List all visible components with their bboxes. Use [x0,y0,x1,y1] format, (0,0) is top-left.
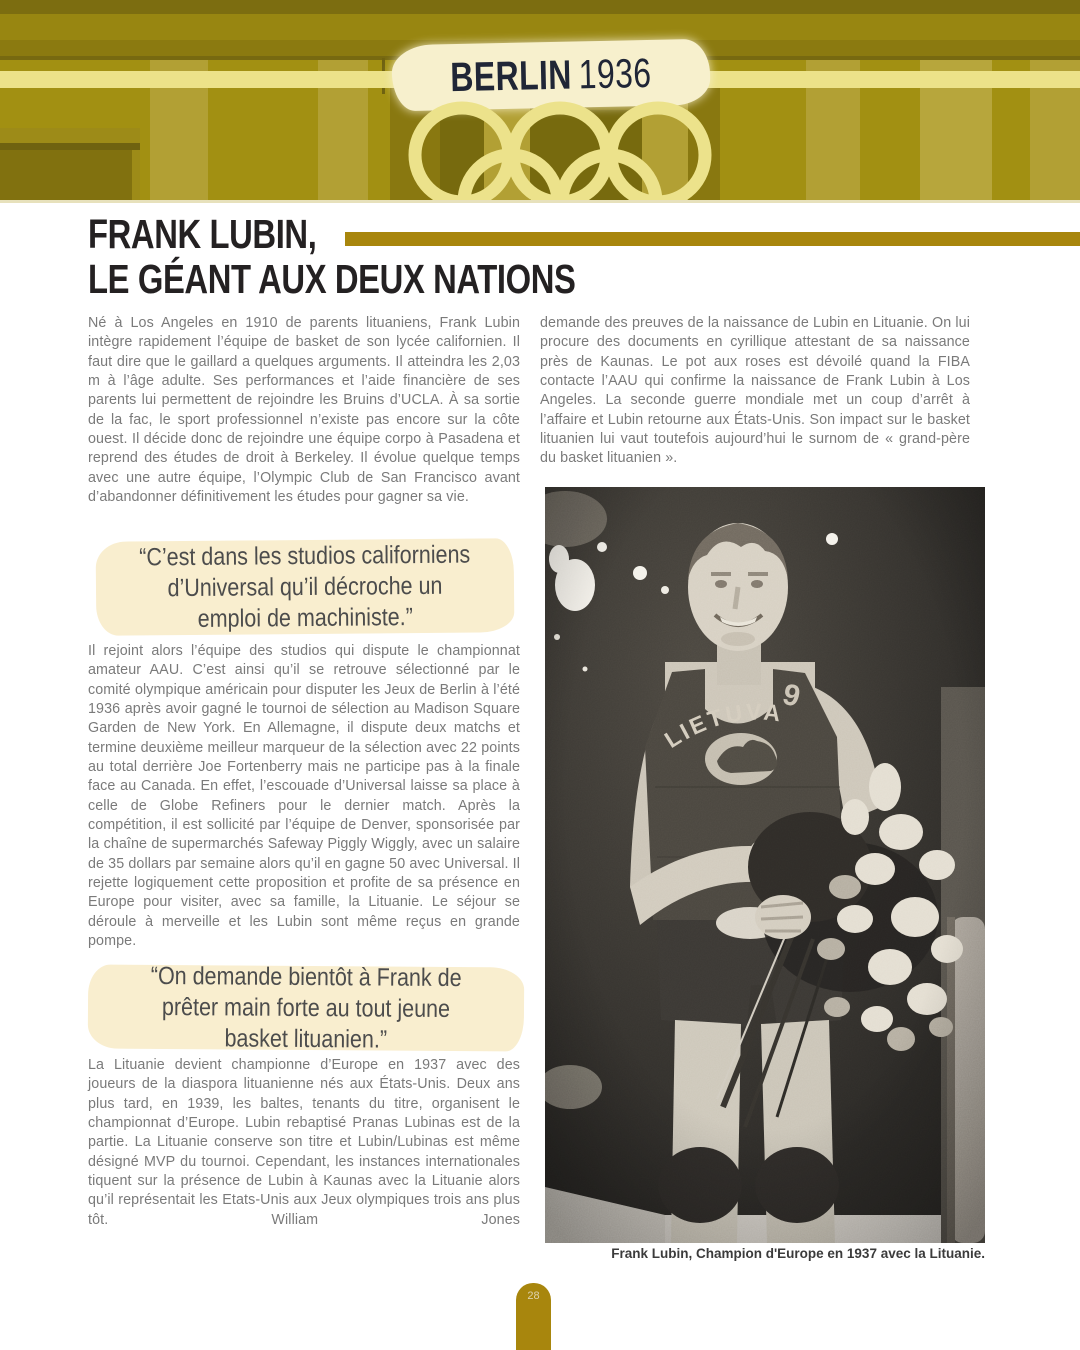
header-year: 1936 [578,49,652,97]
paragraph-lithuania: La Lituanie devient championne d’Europe en 1937 avec des joueurs de la diaspora lituanienne nés aux États-Unis. Deux ans plus tard, en 1939, les baltes, tenants du titre, organisent le championnat d’Europe. Lubin rebaptisé Pranas Lubinas est de la partie. La Lituanie conserve son titre et Lubin/Lubinas est même désigné MVP du tournoi. Cependant, les instances internationales tiquent sur la présence de Lubin à Kaunas avec la Lituanie alors qu’il représentait les Etats-Unis aux Jeux olympiques trois ans plus tôt. William Jones [88,1057,520,1228]
paragraph-olympics: Il rejoint alors l’équipe des studios qui dispute le championnat amateur AAU. C’est ainsi qu’il se retrouve sélectionné par le comité olympique américain pour disputer les Jeux de Berlin à l’été 1936 après avoir gagné le tournoi de sélection au Madison Square Garden de New York. En Allemagne, il dispute deux matchs et termine deuxième meilleur marqueur de la sélection avec 22 points au total derrière Joe Fortenberry mais ne participe pas à la finale face au Canada. En effet, l’escouade d’Universal laisse sa place à celle de Globe Refiners pour le dernier match. Après la compétition, il est sollicité par l’équipe de Denver, sponsorisée par la chaîne de supermarchés Safeway Piggly Wiggly, avec un salaire de 35 dollars par semaine alors qu’il en gagne 50 avec Universal. Il rejette logiquement cette proposition et profite de sa présence en Europe pour visiter, avec sa famille, la Lituanie. Le séjour se déroule à merveille et les Lubin sont même reçus en grande pompe. [88,643,520,950]
page-number-tab [516,1283,551,1350]
article-photo [545,487,985,1243]
pull-quote-2-text: “On demande bientôt à Frank de prêter main forte au tout jeune basket lituanien.” [150,961,462,1054]
page-number: 28 [527,1290,540,1302]
pull-quote-1 [96,538,515,636]
paragraph-right-column: demande des preuves de la naissance de Lubin en Lituanie. On lui procure des documents en cyrillique attestant de sa naissance près de Kaunas. Le pot aux roses est dévoilé quand la FIBA contacte l’AAU qui confirme la naissance de Frank Lubin à Los Angeles. La seconde guerre mondiale met un coup d’arrêt à l’affaire et Lubin retourne aux États-Unis. Son impact sur le basket lituanien lui vaut toutefois aujourd’hui le surnom de « grand-père du basket lituanien ». [540,315,970,467]
pull-quote-2 [88,961,525,1054]
title-accent-bar [345,232,1080,246]
page-header [0,0,1080,203]
photo-grain [545,487,985,1243]
article-title [88,212,697,302]
photo-caption: Frank Lubin, Champion d'Europe en 1937 avec la Lituanie. [611,1246,985,1261]
olympic-rings-icon [405,98,715,203]
paragraph-intro: Né à Los Angeles en 1910 de parents lituaniens, Frank Lubin intègre rapidement l’équipe de basket de son lycée californien. Il faut dire que le gaillard a quelques arguments. Il atteindra les 2,03 m à l’âge adulte. Ses performances et l’aide financière de ses parents lui permettent de rejoindre les Bruins d’UCLA. À sa sortie de la fac, le sport professionnel n’existe pas encore sur la côte ouest. Il décide donc de rejoindre une équipe corpo à Pasadena et reprend des études de droit à Berkeley. Il évolue quelque temps avec une autre équipe, l’Olympic Club de San Francisco avant d’abandonner définitivement les études pour gagner sa vie. [88,315,520,506]
photo-illustration [545,487,985,1243]
article-title-line2: LE GÉANT AUX DEUX NATIONS [88,256,576,302]
header-title [450,49,652,100]
pull-quote-1-text: “C’est dans les studios californiens d’Universal qu’il décroche un emploi de machiniste.” [139,540,471,633]
header-location: BERLIN [449,51,573,100]
article-title-line1: FRANK LUBIN, [88,211,317,257]
